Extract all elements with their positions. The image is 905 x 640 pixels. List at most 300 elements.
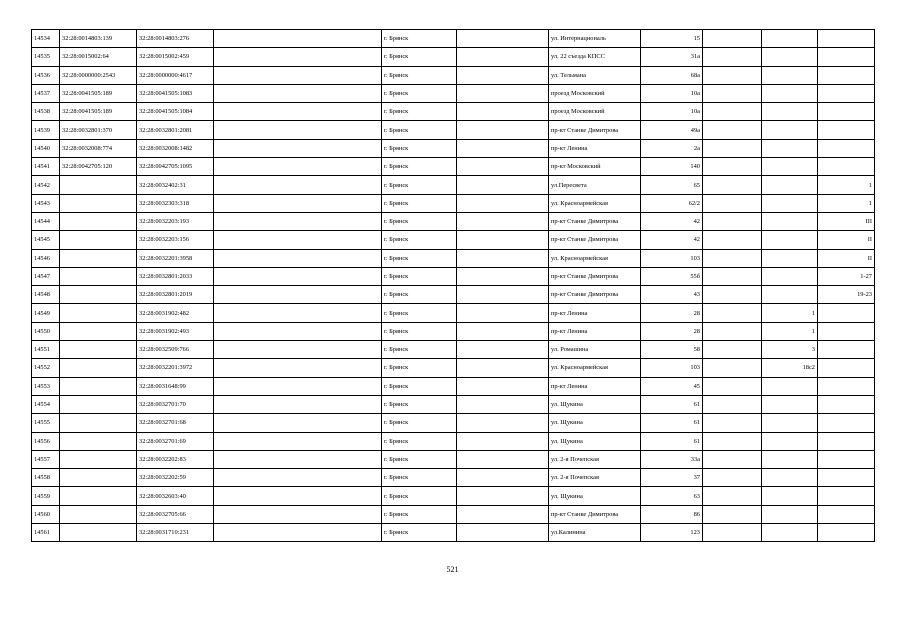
- row-number-cell: 14561: [32, 524, 60, 542]
- house-number-cell: 33а: [641, 450, 703, 468]
- blank-cell: [457, 194, 549, 212]
- row-number-cell: 14539: [32, 121, 60, 139]
- extra-cell-2: [762, 505, 818, 523]
- row-number-cell: 14555: [32, 414, 60, 432]
- table-row: [32, 322, 875, 340]
- blank-cell: [214, 139, 382, 157]
- row-number-cell: 14554: [32, 395, 60, 413]
- extra-cell-3: 1-27: [818, 267, 875, 285]
- old-cadastral-number-cell: [60, 377, 137, 395]
- extra-cell-3: II: [818, 231, 875, 249]
- street-cell: пр-кт Станке Димитрова: [549, 286, 641, 304]
- old-cadastral-number-cell: [60, 359, 137, 377]
- street-cell: ул. Щукина: [549, 487, 641, 505]
- street-cell: ул. 22 съезда КПСС: [549, 48, 641, 66]
- extra-cell-1: [703, 432, 762, 450]
- row-number-cell: 14540: [32, 139, 60, 157]
- extra-cell-2: [762, 212, 818, 230]
- extra-cell-3: 19-23: [818, 286, 875, 304]
- extra-cell-3: [818, 450, 875, 468]
- table-row: [32, 66, 875, 84]
- table-row: [32, 139, 875, 157]
- extra-cell-2: [762, 450, 818, 468]
- extra-cell-1: [703, 450, 762, 468]
- blank-cell: [457, 414, 549, 432]
- blank-cell: [457, 286, 549, 304]
- house-number-cell: 42: [641, 231, 703, 249]
- row-number-cell: 14546: [32, 249, 60, 267]
- table-row: [32, 286, 875, 304]
- table-row: [32, 158, 875, 176]
- cadastral-number-cell: 32:28:0032202:59: [137, 469, 214, 487]
- house-number-cell: 31а: [641, 48, 703, 66]
- blank-cell: [214, 176, 382, 194]
- table-row: [32, 432, 875, 450]
- extra-cell-2: [762, 286, 818, 304]
- cadastral-number-cell: 32:28:0041505:1084: [137, 103, 214, 121]
- cadastral-number-cell: 32:28:0032201:3958: [137, 249, 214, 267]
- extra-cell-3: [818, 158, 875, 176]
- extra-cell-1: [703, 395, 762, 413]
- extra-cell-1: [703, 249, 762, 267]
- street-cell: пр-кт Станке Димитрова: [549, 505, 641, 523]
- house-number-cell: 10а: [641, 103, 703, 121]
- cadastral-number-cell: 32:28:0032701:69: [137, 432, 214, 450]
- old-cadastral-number-cell: [60, 341, 137, 359]
- house-number-cell: 61: [641, 414, 703, 432]
- blank-cell: [214, 103, 382, 121]
- street-cell: ул. Красноармейская: [549, 194, 641, 212]
- street-cell: пр-кт Ленина: [549, 377, 641, 395]
- cadastral-number-cell: 32:28:0042705:1095: [137, 158, 214, 176]
- cadastral-number-cell: 32:28:0032203:156: [137, 231, 214, 249]
- blank-cell: [214, 267, 382, 285]
- row-number-cell: 14543: [32, 194, 60, 212]
- cadastral-number-cell: 32:28:0032303:318: [137, 194, 214, 212]
- extra-cell-3: [818, 84, 875, 102]
- blank-cell: [457, 377, 549, 395]
- row-number-cell: 14545: [32, 231, 60, 249]
- extra-cell-3: [818, 66, 875, 84]
- extra-cell-3: [818, 121, 875, 139]
- cadastral-number-cell: 32:28:0032201:3972: [137, 359, 214, 377]
- cadastral-number-cell: 32:28:0032203:193: [137, 212, 214, 230]
- table-row: [32, 48, 875, 66]
- cadastral-number-cell: 32:28:0000000:4617: [137, 66, 214, 84]
- house-number-cell: 103: [641, 249, 703, 267]
- extra-cell-1: [703, 139, 762, 157]
- blank-cell: [214, 231, 382, 249]
- row-number-cell: 14535: [32, 48, 60, 66]
- extra-cell-3: II: [818, 249, 875, 267]
- street-cell: пр-кт Станке Димитрова: [549, 121, 641, 139]
- extra-cell-2: [762, 176, 818, 194]
- blank-cell: [457, 359, 549, 377]
- city-cell: г. Брянск: [382, 66, 457, 84]
- extra-cell-1: [703, 194, 762, 212]
- old-cadastral-number-cell: 32:28:0042705:120: [60, 158, 137, 176]
- city-cell: г. Брянск: [382, 359, 457, 377]
- extra-cell-2: [762, 267, 818, 285]
- row-number-cell: 14534: [32, 30, 60, 48]
- blank-cell: [457, 469, 549, 487]
- old-cadastral-number-cell: 32:28:0041505:189: [60, 103, 137, 121]
- table-row: [32, 30, 875, 48]
- extra-cell-3: [818, 322, 875, 340]
- table-row: [32, 450, 875, 468]
- house-number-cell: 61: [641, 395, 703, 413]
- city-cell: г. Брянск: [382, 286, 457, 304]
- table-row: [32, 304, 875, 322]
- cadastral-number-cell: 32:28:0032801:2081: [137, 121, 214, 139]
- blank-cell: [214, 377, 382, 395]
- cadastral-number-cell: 32:28:0032801:2019: [137, 286, 214, 304]
- extra-cell-3: [818, 469, 875, 487]
- city-cell: г. Брянск: [382, 505, 457, 523]
- blank-cell: [214, 84, 382, 102]
- extra-cell-2: [762, 469, 818, 487]
- blank-cell: [457, 176, 549, 194]
- house-number-cell: 49а: [641, 121, 703, 139]
- extra-cell-1: [703, 103, 762, 121]
- extra-cell-2: [762, 30, 818, 48]
- extra-cell-3: III: [818, 212, 875, 230]
- blank-cell: [214, 450, 382, 468]
- extra-cell-2: [762, 231, 818, 249]
- old-cadastral-number-cell: 32:28:0032801:370: [60, 121, 137, 139]
- blank-cell: [457, 267, 549, 285]
- old-cadastral-number-cell: [60, 469, 137, 487]
- extra-cell-1: [703, 341, 762, 359]
- table-row: [32, 231, 875, 249]
- table-row: [32, 121, 875, 139]
- extra-cell-3: [818, 341, 875, 359]
- house-number-cell: 68а: [641, 66, 703, 84]
- extra-cell-1: [703, 304, 762, 322]
- street-cell: ул.Калинина: [549, 524, 641, 542]
- extra-cell-3: 1: [818, 194, 875, 212]
- street-cell: проезд Московский: [549, 84, 641, 102]
- blank-cell: [214, 341, 382, 359]
- house-number-cell: 86: [641, 505, 703, 523]
- extra-cell-2: 1: [762, 304, 818, 322]
- extra-cell-3: [818, 524, 875, 542]
- extra-cell-2: [762, 432, 818, 450]
- row-number-cell: 14556: [32, 432, 60, 450]
- street-cell: пр-кт Ленина: [549, 304, 641, 322]
- row-number-cell: 14558: [32, 469, 60, 487]
- table-row: [32, 524, 875, 542]
- extra-cell-3: [818, 48, 875, 66]
- city-cell: г. Брянск: [382, 176, 457, 194]
- house-number-cell: 28: [641, 304, 703, 322]
- blank-cell: [214, 286, 382, 304]
- extra-cell-3: [818, 377, 875, 395]
- table-row: [32, 212, 875, 230]
- street-cell: ул. 2-я Почепская: [549, 450, 641, 468]
- cadastral-number-cell: 32:28:0031902:482: [137, 304, 214, 322]
- street-cell: ул. Щукина: [549, 414, 641, 432]
- extra-cell-3: [818, 359, 875, 377]
- table-row: [32, 267, 875, 285]
- blank-cell: [457, 432, 549, 450]
- old-cadastral-number-cell: [60, 194, 137, 212]
- city-cell: г. Брянск: [382, 84, 457, 102]
- blank-cell: [457, 48, 549, 66]
- row-number-cell: 14557: [32, 450, 60, 468]
- blank-cell: [457, 524, 549, 542]
- blank-cell: [457, 231, 549, 249]
- city-cell: г. Брянск: [382, 249, 457, 267]
- extra-cell-1: [703, 121, 762, 139]
- blank-cell: [457, 66, 549, 84]
- house-number-cell: 65: [641, 176, 703, 194]
- blank-cell: [457, 30, 549, 48]
- city-cell: г. Брянск: [382, 30, 457, 48]
- blank-cell: [214, 505, 382, 523]
- cadastral-number-cell: 32:28:0031710:231: [137, 524, 214, 542]
- extra-cell-2: 1: [762, 322, 818, 340]
- old-cadastral-number-cell: 32:28:0014803:139: [60, 30, 137, 48]
- extra-cell-1: [703, 212, 762, 230]
- extra-cell-1: [703, 158, 762, 176]
- old-cadastral-number-cell: 32:28:0015002:64: [60, 48, 137, 66]
- row-number-cell: 14538: [32, 103, 60, 121]
- old-cadastral-number-cell: [60, 524, 137, 542]
- street-cell: пр-кт Станке Димитрова: [549, 212, 641, 230]
- blank-cell: [457, 450, 549, 468]
- cadastral-number-cell: 32:28:0041505:1083: [137, 84, 214, 102]
- blank-cell: [457, 121, 549, 139]
- house-number-cell: 45: [641, 377, 703, 395]
- blank-cell: [214, 359, 382, 377]
- street-cell: ул. Щукина: [549, 432, 641, 450]
- extra-cell-1: [703, 469, 762, 487]
- house-number-cell: 55б: [641, 267, 703, 285]
- old-cadastral-number-cell: [60, 176, 137, 194]
- blank-cell: [457, 505, 549, 523]
- old-cadastral-number-cell: [60, 231, 137, 249]
- register-body: [32, 30, 875, 542]
- street-cell: ул. Ромашина: [549, 341, 641, 359]
- extra-cell-2: [762, 48, 818, 66]
- street-cell: пр-кт Станке Димитрова: [549, 267, 641, 285]
- row-number-cell: 14544: [32, 212, 60, 230]
- blank-cell: [214, 487, 382, 505]
- cadastral-number-cell: 32:28:0032202:83: [137, 450, 214, 468]
- old-cadastral-number-cell: [60, 505, 137, 523]
- city-cell: г. Брянск: [382, 450, 457, 468]
- extra-cell-2: [762, 249, 818, 267]
- table-row: [32, 341, 875, 359]
- table-row: [32, 103, 875, 121]
- extra-cell-2: [762, 103, 818, 121]
- row-number-cell: 14536: [32, 66, 60, 84]
- house-number-cell: 37: [641, 469, 703, 487]
- extra-cell-2: [762, 158, 818, 176]
- blank-cell: [214, 432, 382, 450]
- extra-cell-3: [818, 103, 875, 121]
- street-cell: пр-кт Ленина: [549, 139, 641, 157]
- city-cell: г. Брянск: [382, 432, 457, 450]
- blank-cell: [214, 212, 382, 230]
- city-cell: г. Брянск: [382, 267, 457, 285]
- row-number-cell: 14552: [32, 359, 60, 377]
- blank-cell: [214, 524, 382, 542]
- extra-cell-2: [762, 84, 818, 102]
- table-row: [32, 414, 875, 432]
- extra-cell-1: [703, 524, 762, 542]
- cadastral-number-cell: 32:28:0031902:493: [137, 322, 214, 340]
- register-table: [31, 29, 875, 542]
- city-cell: г. Брянск: [382, 414, 457, 432]
- table-row: [32, 194, 875, 212]
- old-cadastral-number-cell: [60, 267, 137, 285]
- extra-cell-2: [762, 524, 818, 542]
- extra-cell-1: [703, 267, 762, 285]
- cadastral-number-cell: 32:28:0014803:276: [137, 30, 214, 48]
- table-row: [32, 249, 875, 267]
- blank-cell: [214, 66, 382, 84]
- extra-cell-2: [762, 487, 818, 505]
- house-number-cell: 103: [641, 359, 703, 377]
- blank-cell: [214, 48, 382, 66]
- blank-cell: [214, 414, 382, 432]
- row-number-cell: 14547: [32, 267, 60, 285]
- extra-cell-2: [762, 414, 818, 432]
- extra-cell-1: [703, 48, 762, 66]
- city-cell: г. Брянск: [382, 48, 457, 66]
- extra-cell-3: [818, 30, 875, 48]
- cadastral-number-cell: 32:28:0032008:1482: [137, 139, 214, 157]
- extra-cell-1: [703, 505, 762, 523]
- city-cell: г. Брянск: [382, 395, 457, 413]
- cadastral-number-cell: 32:28:0032701:70: [137, 395, 214, 413]
- table-row: [32, 469, 875, 487]
- street-cell: пр-кт Московский: [549, 158, 641, 176]
- cadastral-number-cell: 32:28:0032701:68: [137, 414, 214, 432]
- street-cell: проезд Московский: [549, 103, 641, 121]
- city-cell: г. Брянск: [382, 524, 457, 542]
- extra-cell-1: [703, 66, 762, 84]
- table-row: [32, 395, 875, 413]
- city-cell: г. Брянск: [382, 194, 457, 212]
- street-cell: ул. 2-я Почепская: [549, 469, 641, 487]
- old-cadastral-number-cell: [60, 487, 137, 505]
- extra-cell-1: [703, 414, 762, 432]
- extra-cell-2: [762, 377, 818, 395]
- house-number-cell: 61: [641, 432, 703, 450]
- blank-cell: [214, 158, 382, 176]
- table-row: [32, 359, 875, 377]
- city-cell: г. Брянск: [382, 158, 457, 176]
- extra-cell-3: [818, 395, 875, 413]
- row-number-cell: 14541: [32, 158, 60, 176]
- extra-cell-1: [703, 231, 762, 249]
- old-cadastral-number-cell: 32:28:0041505:189: [60, 84, 137, 102]
- old-cadastral-number-cell: [60, 432, 137, 450]
- row-number-cell: 14549: [32, 304, 60, 322]
- street-cell: пр-кт Станке Димитрова: [549, 231, 641, 249]
- extra-cell-3: [818, 304, 875, 322]
- old-cadastral-number-cell: 32:28:0000000:2543: [60, 66, 137, 84]
- cadastral-number-cell: 32:28:0032509:766: [137, 341, 214, 359]
- row-number-cell: 14537: [32, 84, 60, 102]
- old-cadastral-number-cell: [60, 395, 137, 413]
- blank-cell: [457, 84, 549, 102]
- blank-cell: [214, 395, 382, 413]
- blank-cell: [457, 304, 549, 322]
- blank-cell: [214, 121, 382, 139]
- blank-cell: [457, 139, 549, 157]
- house-number-cell: 43: [641, 286, 703, 304]
- blank-cell: [457, 341, 549, 359]
- extra-cell-2: 3: [762, 341, 818, 359]
- page-number: 521: [446, 565, 459, 574]
- extra-cell-1: [703, 176, 762, 194]
- cadastral-number-cell: 32:28:0031648:99: [137, 377, 214, 395]
- city-cell: г. Брянск: [382, 103, 457, 121]
- extra-cell-1: [703, 30, 762, 48]
- city-cell: г. Брянск: [382, 304, 457, 322]
- extra-cell-3: [818, 432, 875, 450]
- extra-cell-1: [703, 286, 762, 304]
- extra-cell-2: [762, 194, 818, 212]
- extra-cell-1: [703, 322, 762, 340]
- house-number-cell: 15: [641, 30, 703, 48]
- row-number-cell: 14553: [32, 377, 60, 395]
- city-cell: г. Брянск: [382, 469, 457, 487]
- table-row: [32, 84, 875, 102]
- table-row: [32, 176, 875, 194]
- blank-cell: [457, 103, 549, 121]
- city-cell: г. Брянск: [382, 121, 457, 139]
- house-number-cell: 28: [641, 322, 703, 340]
- table-row: [32, 505, 875, 523]
- blank-cell: [214, 30, 382, 48]
- city-cell: г. Брянск: [382, 231, 457, 249]
- blank-cell: [457, 322, 549, 340]
- old-cadastral-number-cell: [60, 322, 137, 340]
- old-cadastral-number-cell: 32:28:0032008:774: [60, 139, 137, 157]
- street-cell: ул.Пересвета: [549, 176, 641, 194]
- city-cell: г. Брянск: [382, 377, 457, 395]
- cadastral-number-cell: 32:28:0015002:459: [137, 48, 214, 66]
- city-cell: г. Брянск: [382, 139, 457, 157]
- extra-cell-3: 1: [818, 176, 875, 194]
- cadastral-number-cell: 32:28:0032402:31: [137, 176, 214, 194]
- extra-cell-1: [703, 377, 762, 395]
- old-cadastral-number-cell: [60, 414, 137, 432]
- extra-cell-3: [818, 414, 875, 432]
- house-number-cell: 62/2: [641, 194, 703, 212]
- city-cell: г. Брянск: [382, 322, 457, 340]
- house-number-cell: 140: [641, 158, 703, 176]
- extra-cell-1: [703, 359, 762, 377]
- house-number-cell: 10а: [641, 84, 703, 102]
- extra-cell-2: [762, 66, 818, 84]
- street-cell: ул. Красноармейская: [549, 359, 641, 377]
- blank-cell: [214, 249, 382, 267]
- row-number-cell: 14559: [32, 487, 60, 505]
- house-number-cell: 2а: [641, 139, 703, 157]
- street-cell: ул. Интернациональ: [549, 30, 641, 48]
- cadastral-number-cell: 32:28:0032801:2033: [137, 267, 214, 285]
- table-row: [32, 377, 875, 395]
- blank-cell: [214, 304, 382, 322]
- city-cell: г. Брянск: [382, 212, 457, 230]
- blank-cell: [457, 212, 549, 230]
